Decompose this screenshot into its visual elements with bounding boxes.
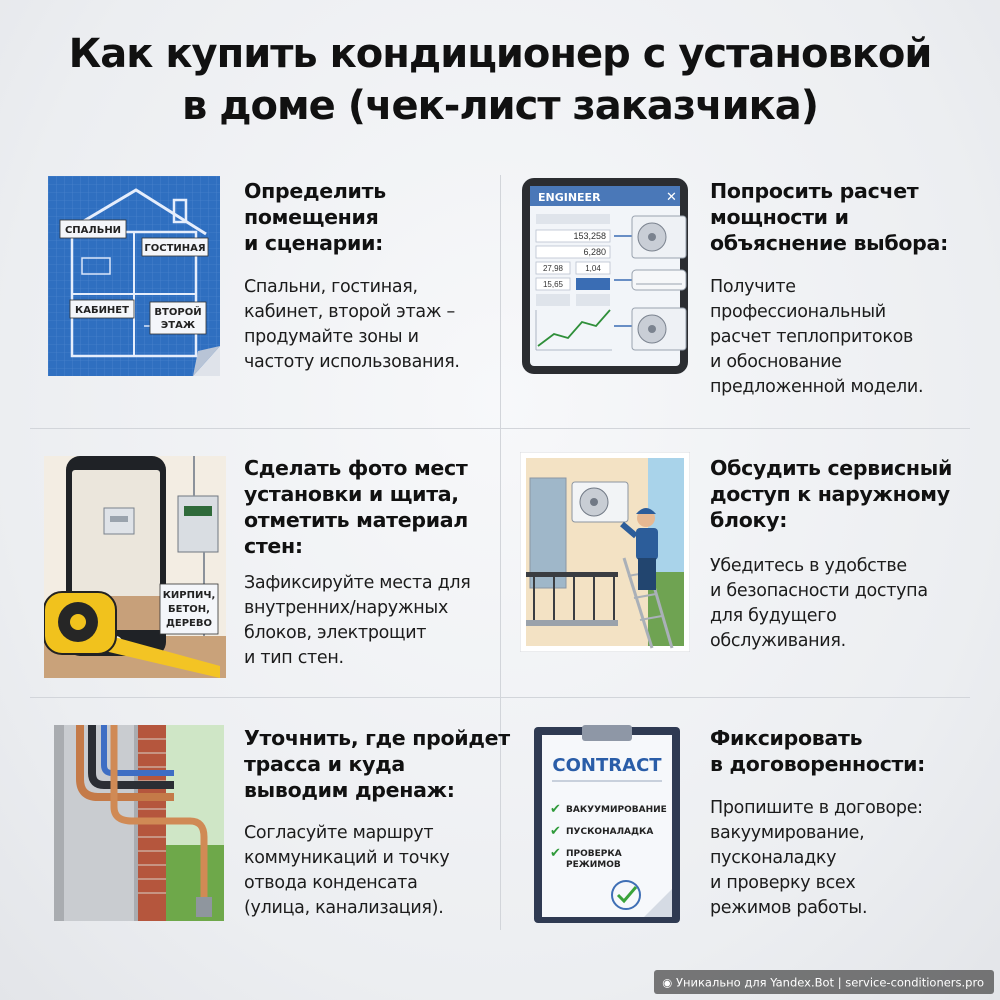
item-1-body: Спальни, гостиная, кабинет, второй этаж – продумайте зоны и частоту использования. (244, 277, 460, 372)
label-concrete: БЕТОН, (168, 604, 210, 615)
item-5-body: Согласуйте маршрут коммуникаций и точку отвода конденсата (улица, канализация). (244, 823, 450, 918)
readout-5: 15,65 (542, 280, 564, 289)
check-icon-3: ✔ (550, 845, 561, 860)
check-item-vacuuming: ВАКУУМИРОВАНИЕ (566, 805, 667, 815)
item-6-body: Пропишите в договоре: вакуумирование, пусконаладку и проверку всех режимов работы. (710, 798, 923, 918)
item-4-body: Убедитесь в удобстве и безопасности доступа для будущего обслуживания. (710, 556, 928, 651)
wall-piping-drain-icon (54, 725, 224, 921)
item-2-heading: Попросить расчет мощности и объяснение выбора: (710, 179, 948, 255)
item-3-body: Зафиксируйте места для внутренних/наружных блоков, электрощит и тип стен. (244, 573, 471, 668)
check-icon-2: ✔ (550, 823, 561, 838)
house-blueprint-icon (48, 176, 220, 376)
item-4-heading: Обсудить сервисный доступ к наружному блоку: (710, 456, 953, 532)
label-bedrooms: СПАЛЬНИ (64, 225, 122, 236)
label-brick: КИРПИЧ, (162, 590, 216, 601)
footer-watermark (654, 970, 994, 994)
column-divider (500, 175, 501, 930)
readout-1: 153,258 (573, 231, 606, 241)
page-title (0, 28, 1000, 132)
phone-photo-tape-measure-icon (44, 456, 226, 678)
page-title-line-1: Как купить кондиционер с установкой (68, 31, 932, 77)
technician-ladder-outdoor-unit-icon (520, 452, 690, 652)
item-2-body: Получите профессиональный расчет теплопритоков и обоснование предложенной модели. (710, 277, 924, 397)
label-wood: ДЕРЕВО (165, 618, 213, 629)
tablet-calculation-icon (520, 176, 690, 376)
yandex-bot-icon: ◉ (662, 975, 673, 990)
contract-title: CONTRACT (552, 755, 662, 776)
label-second: ВТОРОЙ (154, 307, 202, 318)
item-5-heading: Уточнить, где пройдет трасса и куда выводим дренаж: (244, 726, 510, 802)
check-item-modes: РЕЖИМОВ (566, 860, 621, 870)
label-study: КАБИНЕТ (75, 305, 129, 316)
contract-clipboard-icon (532, 725, 682, 925)
check-icon-1: ✔ (550, 801, 561, 816)
tablet-app-title: ENGINEER (538, 191, 601, 204)
label-living-room: ГОСТИНАЯ (144, 243, 206, 254)
readout-3: 27,98 (542, 264, 564, 273)
row-divider-2 (30, 697, 970, 698)
check-item-commissioning: ПУСКОНАЛАДКА (566, 827, 654, 837)
row-divider-1 (30, 428, 970, 429)
item-1-heading: Определить помещения и сценарии: (244, 179, 386, 255)
page-title-line-2: в доме (чек-лист заказчика) (181, 83, 819, 129)
readout-2: 6,280 (583, 247, 606, 257)
readout-4: 1,04 (585, 264, 601, 273)
label-floor: ЭТАЖ (160, 320, 196, 331)
check-item-mode-check: ПРОВЕРКА (566, 849, 622, 859)
item-3-heading: Сделать фото мест установки и щита, отметить материал стен: (244, 456, 469, 558)
item-6-heading: Фиксировать в договоренности: (710, 726, 926, 776)
svg-text:✕: ✕ (666, 189, 677, 204)
footer-text: Уникально для Yandex.Bot | service-conditioners.pro (675, 975, 984, 990)
